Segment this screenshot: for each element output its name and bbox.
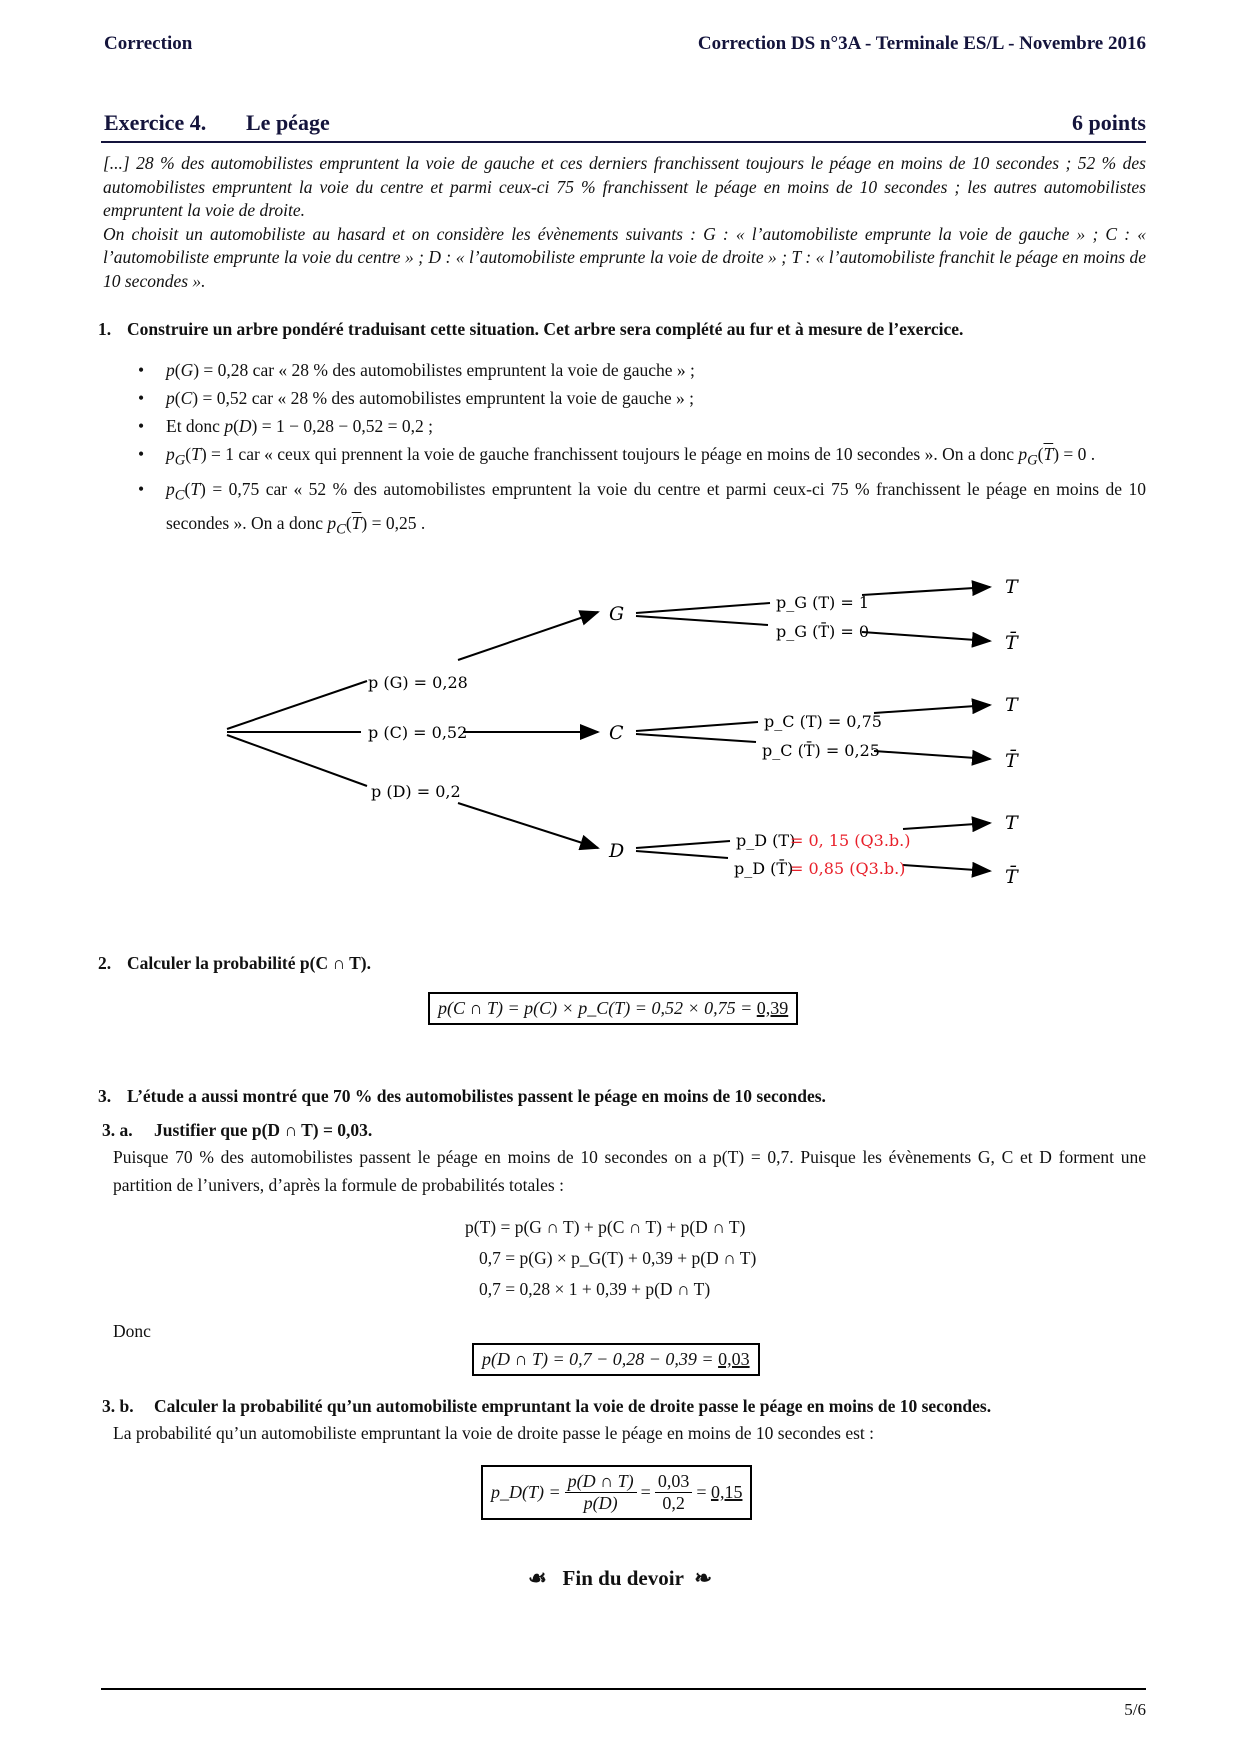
probability-tree (0, 560, 1240, 920)
q3-text: L’étude a aussi montré que 70 % des automobilistes passent le péage en moins de 10 secondes. (127, 1086, 826, 1106)
q3a-formula: p(D ∩ T) = 0,7 − 0,28 − 0,39 = (482, 1349, 719, 1369)
q3-number: 3. (98, 1086, 112, 1106)
q1-text: Construire un arbre pondéré traduisant cette situation. Cet arbre sera complété au fur et à mesure de l’exercice. (127, 319, 964, 339)
branch-D-T (636, 841, 730, 848)
q3b-fraction-2 (655, 1471, 693, 1514)
q3b-numerator-2: 0,03 (655, 1471, 693, 1493)
q3b-denominator-2: 0,2 (662, 1493, 685, 1513)
branch-D-Tbar (636, 851, 728, 858)
q3b-lhs: p_D(T) = (491, 1482, 561, 1502)
leaf-C-T: T (1005, 694, 1018, 716)
q3b-result: 0,15 (710, 1482, 743, 1502)
label-pC-T: p_C (T) = 0,75 (764, 712, 882, 731)
branch-root-D-arrow (458, 803, 598, 848)
bullet-pD: • Et donc p(D) = 1 − 0,28 − 0,52 = 0,2 ; (138, 412, 1146, 440)
node-G: G (609, 603, 625, 625)
branch-G-Tbar (636, 616, 768, 625)
branch-root-G-arrow (458, 612, 598, 660)
q3b-fraction-1 (565, 1471, 637, 1514)
q3b-result-box: p_D(T) = $\frac{p(D \cap T)}{p(D)}$ = $\frac{0,03}{0,2}$ = 0,15 (481, 1465, 752, 1520)
q3a-explanation: Puisque 70 % des automobilistes passent le péage en moins de 10 secondes on a p(T) = 0,7. Puisque les évènements G, C et D forment une partition de l’univers, d’après la formule de probabilités totales : (113, 1147, 1146, 1195)
page-number: 5/6 (1124, 1700, 1146, 1719)
branch-D-Tbar-arrow (903, 865, 990, 871)
title-rule (101, 141, 1146, 143)
q3a-number: 3. a. (102, 1120, 133, 1140)
bullet-text: car « 28 % des automobilistes empruntent la voie de gauche » ; (247, 388, 694, 408)
q3a-text: Justifier que p(D ∩ T) = 0,03. (154, 1120, 373, 1140)
q1-bullets (138, 356, 1146, 544)
q3a-donc: Donc (113, 1321, 151, 1341)
bullet-pC: • p(C) = 0,52 car « 28 % des automobilistes empruntent la voie de gauche » ; (138, 384, 1146, 412)
end-of-exam (0, 1566, 1240, 1591)
q3a-eq-3: 0,7 = 0,28 × 1 + 0,39 + p(D ∩ T) (479, 1279, 711, 1299)
node-C: C (609, 722, 624, 744)
branch-C-Tbar (636, 734, 756, 742)
intro-paragraph-2: On choisit un automobiliste au hasard et on considère les évènements suivants : G : « l’automobiliste emprunte la voie de gauche » ; C : « l’automobiliste emprunte la voie du centre » ; D : « l’automobiliste emprunte la voie de droite » ; T : « l’automobiliste franchit le péage en moins de 10 secondes ». (103, 223, 1146, 291)
bullet-prefix: Et donc (166, 416, 225, 436)
bullet-math: p (166, 360, 175, 380)
bullet-pGT: • $p_G(T) = 1$ car « ceux qui prennent la voie de gauche franchissent toujours le péage en moins de 10 secondes ». On a donc $p_G(\overline{T}) = 0$ . (138, 440, 1146, 475)
q3b-numerator-1: p(D ∩ T) (565, 1471, 637, 1493)
q3b-explanation: La probabilité qu’un automobiliste empruntant la voie de droite passe le péage en moins de 10 secondes est : (113, 1423, 875, 1443)
exercise-number: Exercice 4. (104, 110, 207, 135)
ornament-left-icon: ☙ (527, 1566, 547, 1590)
label-pG: p (G) = 0,28 (368, 673, 468, 692)
bullet-text: car « 28 % des automobilistes empruntent la voie de gauche » ; (248, 360, 695, 380)
label-pD: p (D) = 0,2 (371, 782, 461, 801)
q3a-result-box (472, 1343, 760, 1376)
node-D: D (609, 840, 625, 862)
label-pD-Tbar-black: p_D (T̄) (734, 859, 794, 878)
bullet-pG: • p(G) = 0,28 car « 28 % des automobilistes empruntent la voie de gauche » ; (138, 356, 1146, 384)
q2-text: Calculer la probabilité p(C ∩ T). (127, 953, 371, 973)
branch-D-T-arrow (903, 823, 990, 829)
q2-result: 0,39 (756, 998, 789, 1018)
q2-number: 2. (98, 953, 112, 973)
label-pC-Tbar: p_C (T̄) = 0,25 (762, 741, 880, 760)
leaf-G-T: T (1005, 576, 1018, 598)
q3a-eq-1: p(T) = p(G ∩ T) + p(C ∩ T) + p(D ∩ T) (465, 1217, 746, 1237)
q3b-number: 3. b. (102, 1396, 134, 1416)
leaf-D-Tbar: T̄ (1005, 866, 1018, 888)
q2-formula: p(C ∩ T) = p(C) × p_C(T) = 0,52 × 0,75 = (438, 998, 757, 1018)
q3b-text: Calculer la probabilité qu’un automobiliste empruntant la voie de droite passe le péage en moins de 10 secondes. (154, 1396, 992, 1416)
branch-G-T-arrow (862, 587, 990, 595)
branch-C-Tbar-arrow (874, 751, 990, 759)
header-right: Correction DS n°3A - Terminale ES/L - Novembre 2016 (697, 33, 1146, 54)
exercise-points: 6 points (1072, 110, 1146, 135)
label-pD-T-black: p_D (T) (736, 831, 796, 850)
branch-G-T (636, 603, 770, 613)
leaf-D-T: T (1005, 812, 1018, 834)
q2-result-box (428, 992, 798, 1025)
bullet-pCT: • $p_C(T) = 0,75$ car « 52 % des automobilistes empruntent la voie du centre et parmi ceux-ci 75 % franchissent le péage en moins de 10 secondes ». On a donc $p_C(\overline{T}) = 0,25$ . (138, 475, 1146, 544)
bullet-text: ; (423, 416, 433, 436)
q3b-denominator-1: p(D) (583, 1493, 618, 1513)
ornament-right-icon: ❧ (694, 1566, 713, 1590)
q3a-eq-2: 0,7 = p(G) × p_G(T) + 0,39 + p(D ∩ T) (479, 1248, 757, 1268)
leaf-C-Tbar: T̄ (1005, 750, 1018, 772)
label-pD-T-red: = 0, 15 (Q3.b.) (790, 831, 911, 850)
exercise-title: Le péage (246, 110, 330, 135)
footer-rule (101, 1688, 1146, 1690)
branch-G-Tbar-arrow (862, 632, 990, 641)
bullet-text: car « 52 % des automobilistes empruntent la voie du centre et parmi ceux-ci 75 % franchissent le péage en moins de 10 secondes ». On a donc (166, 478, 1146, 533)
intro-paragraph-1: [...] 28 % des automobilistes empruntent la voie de gauche et ces derniers franchissent toujours le péage en moins de 10 secondes ; 52 % des automobilistes empruntent la voie du centre et parmi ceux-ci 75 % franchissent le péage en moins de 10 secondes ; les autres automobilistes empruntent la voie de droite. (103, 153, 1146, 220)
branch-C-T-arrow (874, 705, 990, 713)
end-text: Fin du devoir (562, 1566, 684, 1590)
label-pG-T: p_G (T) = 1 (776, 593, 870, 612)
bullet-text: car « ceux qui prennent la voie de gauche franchissent toujours le péage en moins de 10 secondes ». On a donc (234, 444, 1019, 464)
label-pC: p (C) = 0,52 (368, 723, 468, 742)
branch-root-D (227, 735, 367, 786)
leaf-G-Tbar: T̄ (1005, 632, 1018, 654)
branch-C-T (636, 722, 758, 731)
label-pG-Tbar: p_G (T̄) = 0 (776, 622, 870, 641)
branch-root-G (227, 681, 367, 729)
q3a-result: 0,03 (718, 1349, 750, 1369)
intro-text (103, 152, 1146, 293)
header-left: Correction (104, 33, 193, 54)
label-pD-Tbar-red: = 0,85 (Q3.b.) (790, 859, 906, 878)
q1-number: 1. (98, 319, 112, 339)
